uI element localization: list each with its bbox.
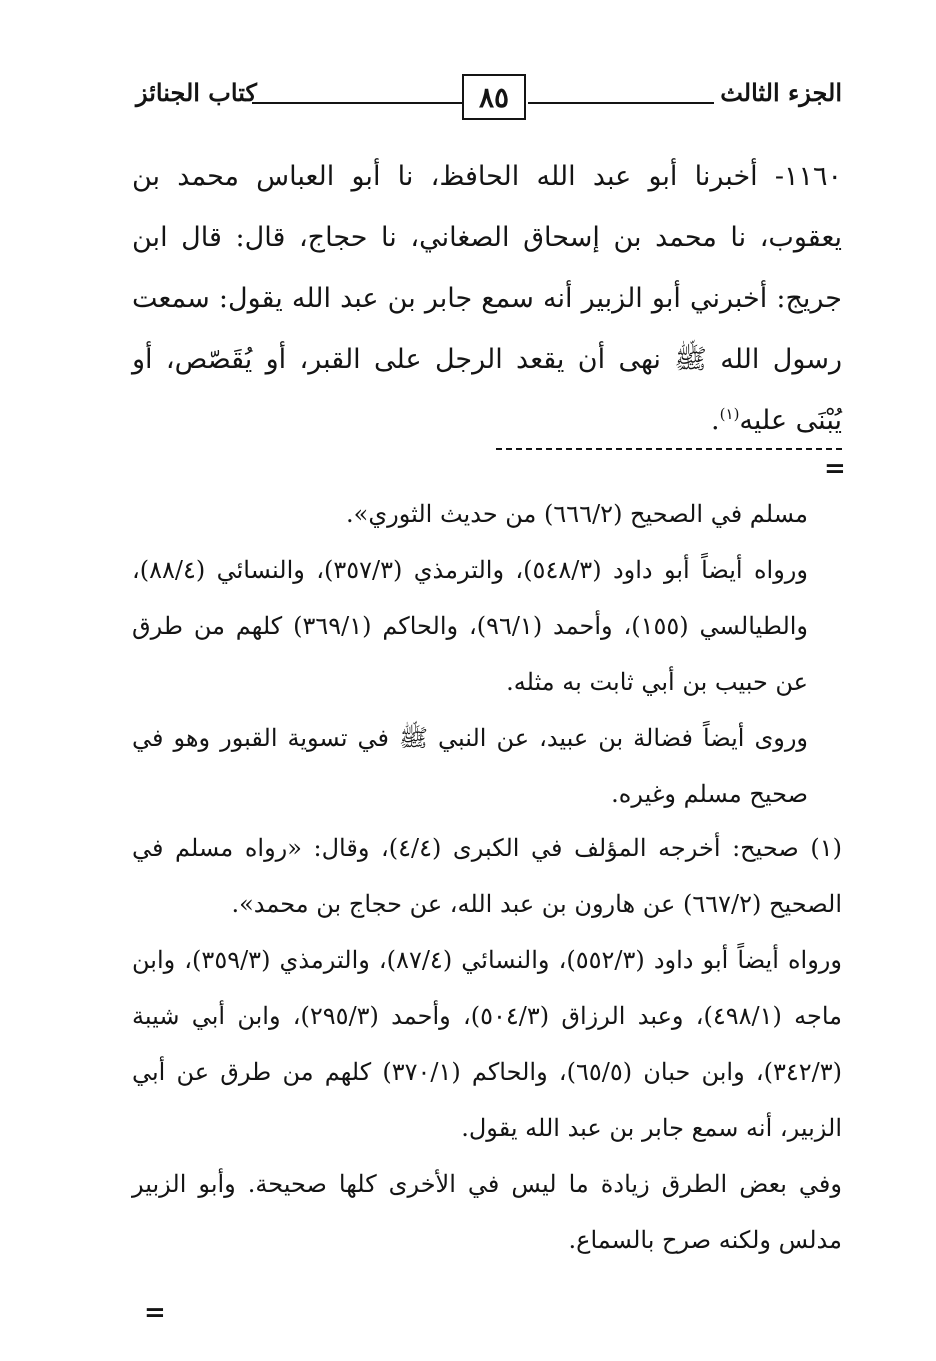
hadith-body (132, 146, 842, 451)
page-number: ٨٥ (462, 74, 526, 120)
footnote-separator (496, 448, 842, 450)
continuation-mark: = (824, 454, 846, 484)
end-continuation-mark: = (144, 1298, 166, 1328)
header-rule-left (252, 102, 462, 104)
footnote-1 (132, 820, 842, 1268)
footnote-paragraph: وفي بعض الطرق زيادة ما ليس في الأخرى كلها صحيحة. وأبو الزبير مدلس ولكنه صرح بالسماع. (132, 1170, 842, 1254)
book-title: كتاب الجنائز (136, 78, 257, 107)
hadith-text: ١١٦٠- أخبرنا أبو عبد الله الحافظ، نا أبو العباس محمد بن يعقوب، نا محمد بن إسحاق الصغاني، نا حجاج، قال: قال ابن جريج: أخبرني أبو الزبير أنه سمع جابر بن عبد الله يقول: سمعت رسول الله ﷺ نهى أن يقعد الرجل على القبر، أو يُقَصّص، أو يُبْنَى عليه (132, 161, 843, 436)
footnote-paragraph: (١) صحيح: أخرجه المؤلف في الكبرى (٤/٤)، وقال: «رواه مسلم في الصحيح (٦٦٧/٢) عن هارون بن عبد الله، عن حجاج بن محمد». (132, 834, 842, 918)
continued-notes (132, 486, 808, 822)
hadith-paragraph (132, 146, 842, 451)
note-paragraph: مسلم في الصحيح (٦٦٦/٢) من حديث الثوري». (346, 500, 808, 528)
note-paragraph: ورواه أيضاً أبو داود (٥٤٨/٣)، والترمذي (٣٥٧/٣)، والنسائي (٨٨/٤)، والطيالسي (١٥٥)، وأحمد (٩٦/١)، والحاكم (٣٦٩/١) كلهم من طرق عن حبيب بن أبي ثابت به مثله. (132, 556, 809, 696)
footnote-reference: (١) (719, 405, 740, 423)
header-rule-right (528, 102, 714, 104)
volume-label: الجزء الثالث (720, 78, 842, 107)
footnote-paragraph: ورواه أيضاً أبو داود (٥٥٢/٣)، والنسائي (٨٧/٤)، والترمذي (٣٥٩/٣)، وابن ماجه (٤٩٨/١)، وعبد الرزاق (٥٠٤/٣)، وأحمد (٢٩٥/٣)، وابن أبي شيبة (٣٤٢/٣)، وابن حبان (٦٥/٥)، والحاكم (٣٧٠/١) كلهم من طرق عن أبي الزبير، أنه سمع جابر بن عبد الله يقول. (132, 946, 842, 1142)
hadith-end-punct: . (711, 405, 720, 436)
note-paragraph: وروى أيضاً فضالة بن عبيد، عن النبي ﷺ في تسوية القبور وهو في صحيح مسلم وغيره. (132, 724, 808, 808)
